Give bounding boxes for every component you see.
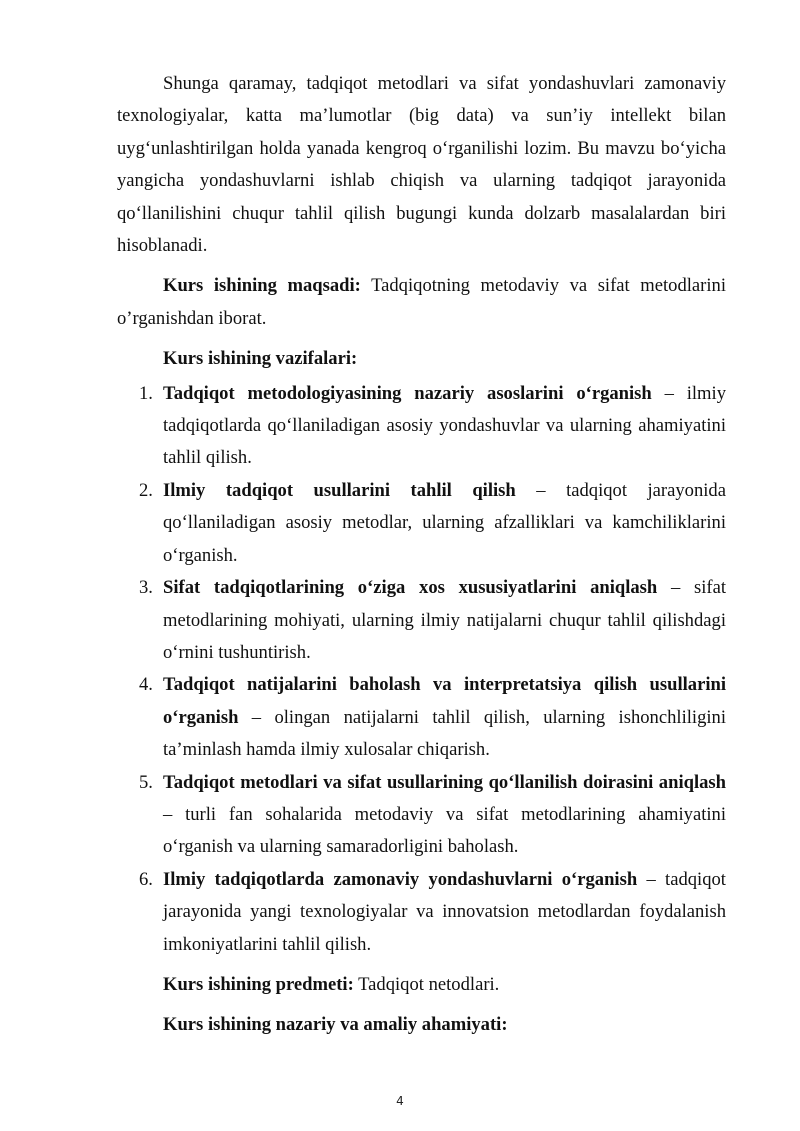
list-item-title: Ilmiy tadqiqotlarda zamonaviy yondashuvlarni o‘rganish: [163, 868, 638, 890]
subject-text: Tadqiqot netodlari.: [353, 973, 500, 995]
list-item-title: Ilmiy tadqiqot usullarini tahlil qilish: [163, 479, 516, 501]
list-item: [139, 572, 727, 669]
goal-paragraph: [117, 270, 726, 335]
list-item-text: – ilmiy tadqiqotlarda qo‘llaniladigan asosiy yondashuvlar va ularning ahamiyatini tahlil qilish.: [163, 382, 726, 469]
list-item: [139, 767, 726, 864]
tasks-heading: Kurs ishining vazifalari:: [163, 348, 358, 370]
goal-text: Tadqiqotning metodaviy va sifat metodlarini o’rganishdan iborat.: [117, 275, 726, 329]
subject-paragraph: [117, 969, 726, 1001]
list-item-title: Tadqiqot natijalarini baholash va interpretatsiya qilish usullarini o‘rganish: [163, 674, 726, 728]
intro-paragraph: Shunga qaramay, tadqiqot metodlari va sifat yondashuvlari zamonaviy texnologiyalar, katta ma’lumotlar (big data) va sun’iy intellekt bilan uyg‘unlashtirilgan holda yanada kengroq o‘rganilishi lozim. Bu mavzu bo‘yicha yangicha yondashuvlarni ishlab chiqish va ularning tadqiqot jarayonida qo‘llanilishini chuqur tahlil qilish bugungi kunda dolzarb masalalardan biri hisoblanadi.: [117, 73, 726, 257]
list-item-number: 4.: [139, 674, 153, 696]
list-item-number: 6.: [139, 868, 153, 890]
list-item-text: – tadqiqot jarayonida qo‘llaniladigan asosiy metodlar, ularning afzalliklari va kamchiliklarini o‘rganish.: [163, 479, 726, 566]
tasks-list: [117, 378, 726, 961]
list-item-number: 3.: [139, 577, 153, 599]
list-item-text: – tadqiqot jarayonida yangi texnologiyalar va innovatsion metodlardan foydalanish imkoniyatlarini tahlil qilish.: [163, 868, 726, 955]
list-item: [139, 669, 726, 766]
subject-label: Kurs ishining predmeti:: [163, 973, 354, 995]
document-page: [117, 68, 726, 1042]
page-number: 4: [396, 1094, 404, 1108]
significance-heading: Kurs ishining nazariy va amaliy ahamiyati:: [163, 1014, 508, 1036]
list-item-text: – sifat metodlarining mohiyati, ularning ilmiy natijalarni chuqur tahlil qilishdagi o‘rnini tushuntirish.: [163, 577, 727, 663]
list-item-title: Tadqiqot metodologiyasining nazariy asoslarini o‘rganish: [163, 382, 652, 404]
list-item-title: Sifat tadqiqotlarining o‘ziga xos xususiyatlarini aniqlash: [163, 577, 658, 599]
list-item-text: – turli fan sohalarida metodaviy va sifat metodlarining ahamiyatini o‘rganish va ularning samaradorligini baholash.: [163, 803, 726, 858]
list-item-title: Tadqiqot metodlari va sifat usullarining qo‘llanilish doirasini aniqlash: [163, 771, 726, 793]
goal-label: Kurs ishining maqsadi:: [163, 275, 361, 297]
list-item: [139, 475, 726, 572]
list-item-number: 5.: [139, 771, 153, 793]
list-item: [139, 378, 726, 475]
list-item: [139, 864, 726, 961]
list-item-number: 1.: [139, 382, 153, 404]
list-item-number: 2.: [139, 479, 153, 501]
list-item-text: – olingan natijalarni tahlil qilish, ularning ishonchliligini ta’minlash hamda ilmiy xulosalar chiqarish.: [163, 706, 726, 761]
